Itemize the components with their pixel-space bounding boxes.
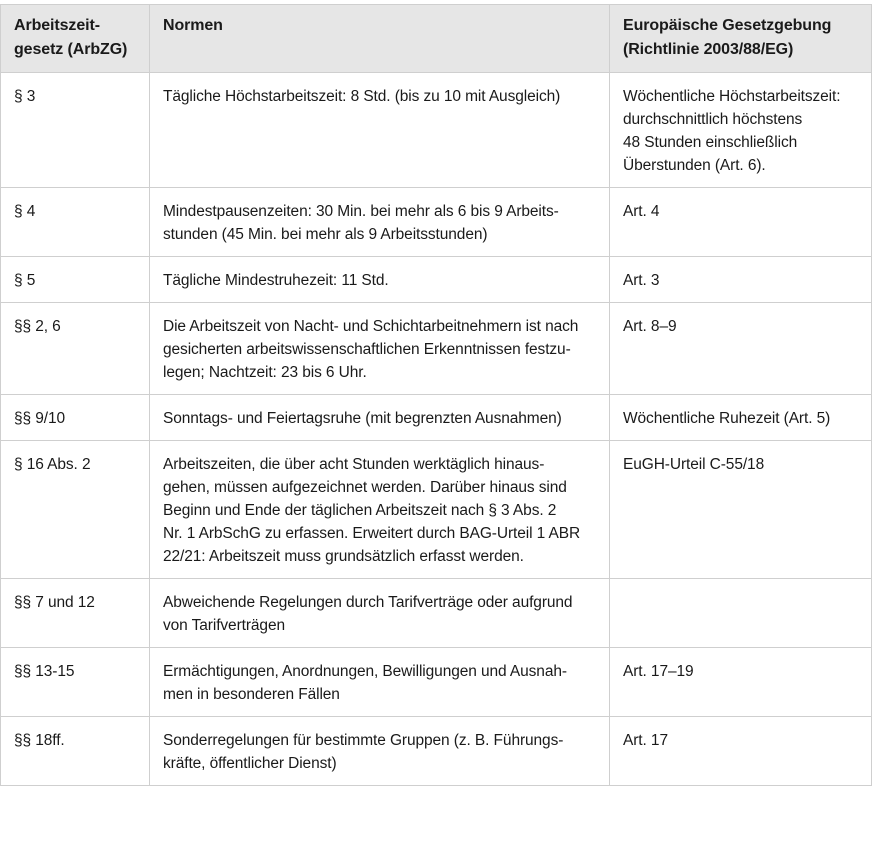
cell-eu: Art. 8–9 (610, 303, 872, 395)
cell-paragraph: § 4 (1, 188, 150, 257)
cell-norm: Abweichende Regelungen durch Tarifverträge oder aufgrund von Tarifverträgen (150, 579, 610, 648)
cell-eu: Art. 4 (610, 188, 872, 257)
law-comparison-table (0, 4, 872, 786)
header-row (1, 5, 872, 73)
cell-paragraph: § 16 Abs. 2 (1, 441, 150, 579)
cell-norm: Tägliche Mindestruhezeit: 11 Std. (150, 257, 610, 303)
cell-eu (610, 579, 872, 648)
cell-norm: Sonderregelungen für bestimmte Gruppen (z. B. Führungs- kräfte, öffentlicher Dienst) (150, 717, 610, 786)
table-row (1, 73, 872, 188)
cell-paragraph: §§ 9/10 (1, 395, 150, 441)
cell-norm: Die Arbeitszeit von Nacht- und Schichtarbeitnehmern ist nach gesicherten arbeitswissenschaftlichen Erkenntnissen festzu- legen; Nachtzeit: 23 bis 6 Uhr. (150, 303, 610, 395)
cell-eu: Wöchentliche Höchstarbeitszeit: durchschnittlich höchstens 48 Stunden einschließlich Überstunden (Art. 6). (610, 73, 872, 188)
cell-eu: Art. 17 (610, 717, 872, 786)
table-row (1, 441, 872, 579)
table-row (1, 188, 872, 257)
header-eu-law: Europäische Gesetzgebung (Richtlinie 2003/88/EG) (610, 5, 872, 73)
table-row (1, 303, 872, 395)
cell-eu: EuGH-Urteil C-55/18 (610, 441, 872, 579)
cell-eu: Art. 17–19 (610, 648, 872, 717)
cell-paragraph: §§ 2, 6 (1, 303, 150, 395)
cell-norm: Arbeitszeiten, die über acht Stunden werktäglich hinaus- gehen, müssen aufgezeichnet werden. Darüber hinaus sind Beginn und Ende der täglichen Arbeitszeit nach § 3 Abs. 2 Nr. 1 ArbSchG zu erfassen. Erweitert durch BAG-Urteil 1 ABR 22/21: Arbeitszeit muss grundsätzlich erfasst werden. (150, 441, 610, 579)
table-row (1, 257, 872, 303)
cell-eu: Wöchentliche Ruhezeit (Art. 5) (610, 395, 872, 441)
table-body (1, 73, 872, 786)
cell-paragraph: §§ 13-15 (1, 648, 150, 717)
cell-paragraph: § 3 (1, 73, 150, 188)
table-header (1, 5, 872, 73)
header-normen: Normen (150, 5, 610, 73)
cell-paragraph: § 5 (1, 257, 150, 303)
cell-norm: Ermächtigungen, Anordnungen, Bewilligungen und Ausnah- men in besonderen Fällen (150, 648, 610, 717)
cell-eu: Art. 3 (610, 257, 872, 303)
cell-paragraph: §§ 18ff. (1, 717, 150, 786)
law-comparison-table-container (0, 4, 871, 786)
cell-norm: Sonntags- und Feiertagsruhe (mit begrenzten Ausnahmen) (150, 395, 610, 441)
table-row (1, 648, 872, 717)
header-arbzg: Arbeitszeit- gesetz (ArbZG) (1, 5, 150, 73)
cell-norm: Tägliche Höchstarbeitszeit: 8 Std. (bis zu 10 mit Ausgleich) (150, 73, 610, 188)
cell-norm: Mindestpausenzeiten: 30 Min. bei mehr als 6 bis 9 Arbeits- stunden (45 Min. bei mehr als 9 Arbeitsstunden) (150, 188, 610, 257)
table-row (1, 717, 872, 786)
table-row (1, 579, 872, 648)
cell-paragraph: §§ 7 und 12 (1, 579, 150, 648)
table-row (1, 395, 872, 441)
